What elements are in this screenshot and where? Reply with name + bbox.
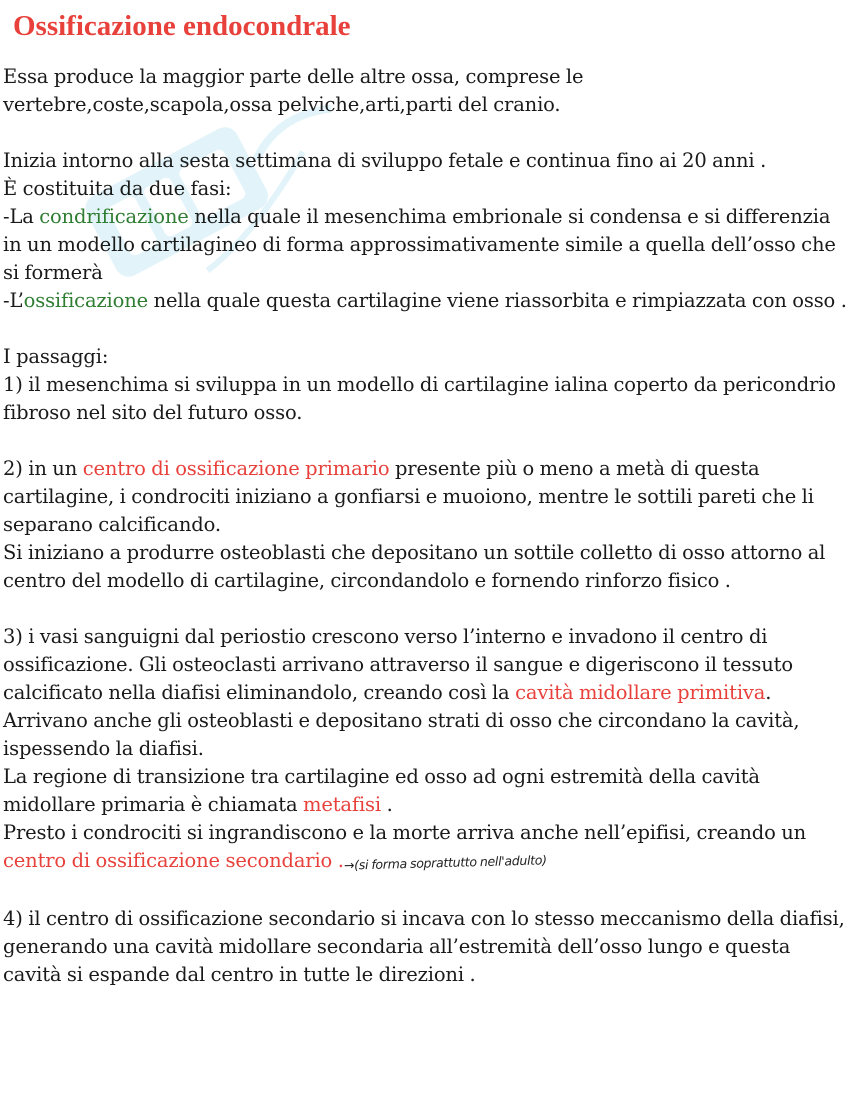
paragraph-phase-condrificazione: -La condrificazione nella quale il mesenchima embrionale si condensa e si differenzia in un modello cartilagineo di forma approssimativamente simile a quella dell’osso che si formerà: [3, 205, 836, 284]
term-ossificazione: ossificazione: [23, 289, 149, 312]
document-body: [3, 63, 848, 989]
paragraph-osteoblasti: Si iniziano a produrre osteoblasti che depositano un sottile colletto di osso attorno al centro del modello di cartilagine, circondandolo e fornendo rinforzo fisico .: [3, 541, 826, 592]
term-centro-primario: centro di ossificazione primario: [82, 457, 390, 480]
paragraph-step-2: 2) in un centro di ossificazione primario presente più o meno a metà di questa cartilagine, i condrociti iniziano a gonfiarsi e muoiono, mentre le sottili pareti che li separano calcificando.: [3, 457, 814, 536]
term-metafisi: metafisi: [303, 793, 382, 816]
paragraph-step-1: 1) il mesenchima si sviluppa in un modello di cartilagine ialina coperto da pericondrio fibroso nel sito del futuro osso.: [3, 373, 836, 424]
paragraph-phases-heading: È costituita da due fasi:: [3, 177, 232, 200]
paragraph-phase-ossificazione: -L’ossificazione nella quale questa cartilagine viene riassorbita e rimpiazzata con osso .: [3, 289, 847, 312]
paragraph-intro: Essa produce la maggior parte delle altre ossa, comprese le vertebre,coste,scapola,ossa pelviche,arti,parti del cranio.: [3, 65, 584, 116]
paragraph-timing: Inizia intorno alla sesta settimana di sviluppo fetale e continua fino ai 20 anni .: [3, 149, 767, 172]
paragraph-steps-heading: I passaggi:: [3, 345, 109, 368]
term-centro-secondario: centro di ossificazione secondario: [3, 849, 333, 872]
term-cavita-primitiva: cavità midollare primitiva: [515, 681, 766, 704]
paragraph-step-3: 3) i vasi sanguigni dal periostio crescono verso l’interno e invadono il centro di ossificazione. Gli osteoclasti arrivano attraverso il sangue e digeriscono il tessuto calcificato nella diafisi eliminandolo, creando così la cavità midollare primitiva.: [3, 625, 793, 704]
paragraph-epifisi: Presto i condrociti si ingrandiscono e la morte arriva anche nell’epifisi, creando un centro di ossificazione secondario .→(si forma soprattutto nell'adulto): [3, 819, 848, 877]
paragraph-osteoblasti-strati: Arrivano anche gli osteoblasti e depositano strati di osso che circondano la cavità, ispessendo la diafisi.: [3, 709, 800, 760]
term-condrificazione: condrificazione: [39, 205, 189, 228]
page-title: Ossificazione endocondrale: [13, 10, 351, 42]
handwritten-note: →(si forma soprattutto nell'adulto): [343, 852, 547, 873]
paragraph-metafisi: La regione di transizione tra cartilagine ed osso ad ogni estremità della cavità midollare primaria è chiamata metafisi .: [3, 765, 760, 816]
paragraph-step-4: 4) il centro di ossificazione secondario si incava con lo stesso meccanismo della diafisi, generando una cavità midollare secondaria all’estremità dell’osso lungo e questa cavità si espande dal centro in tutte le direzioni .: [3, 907, 845, 986]
